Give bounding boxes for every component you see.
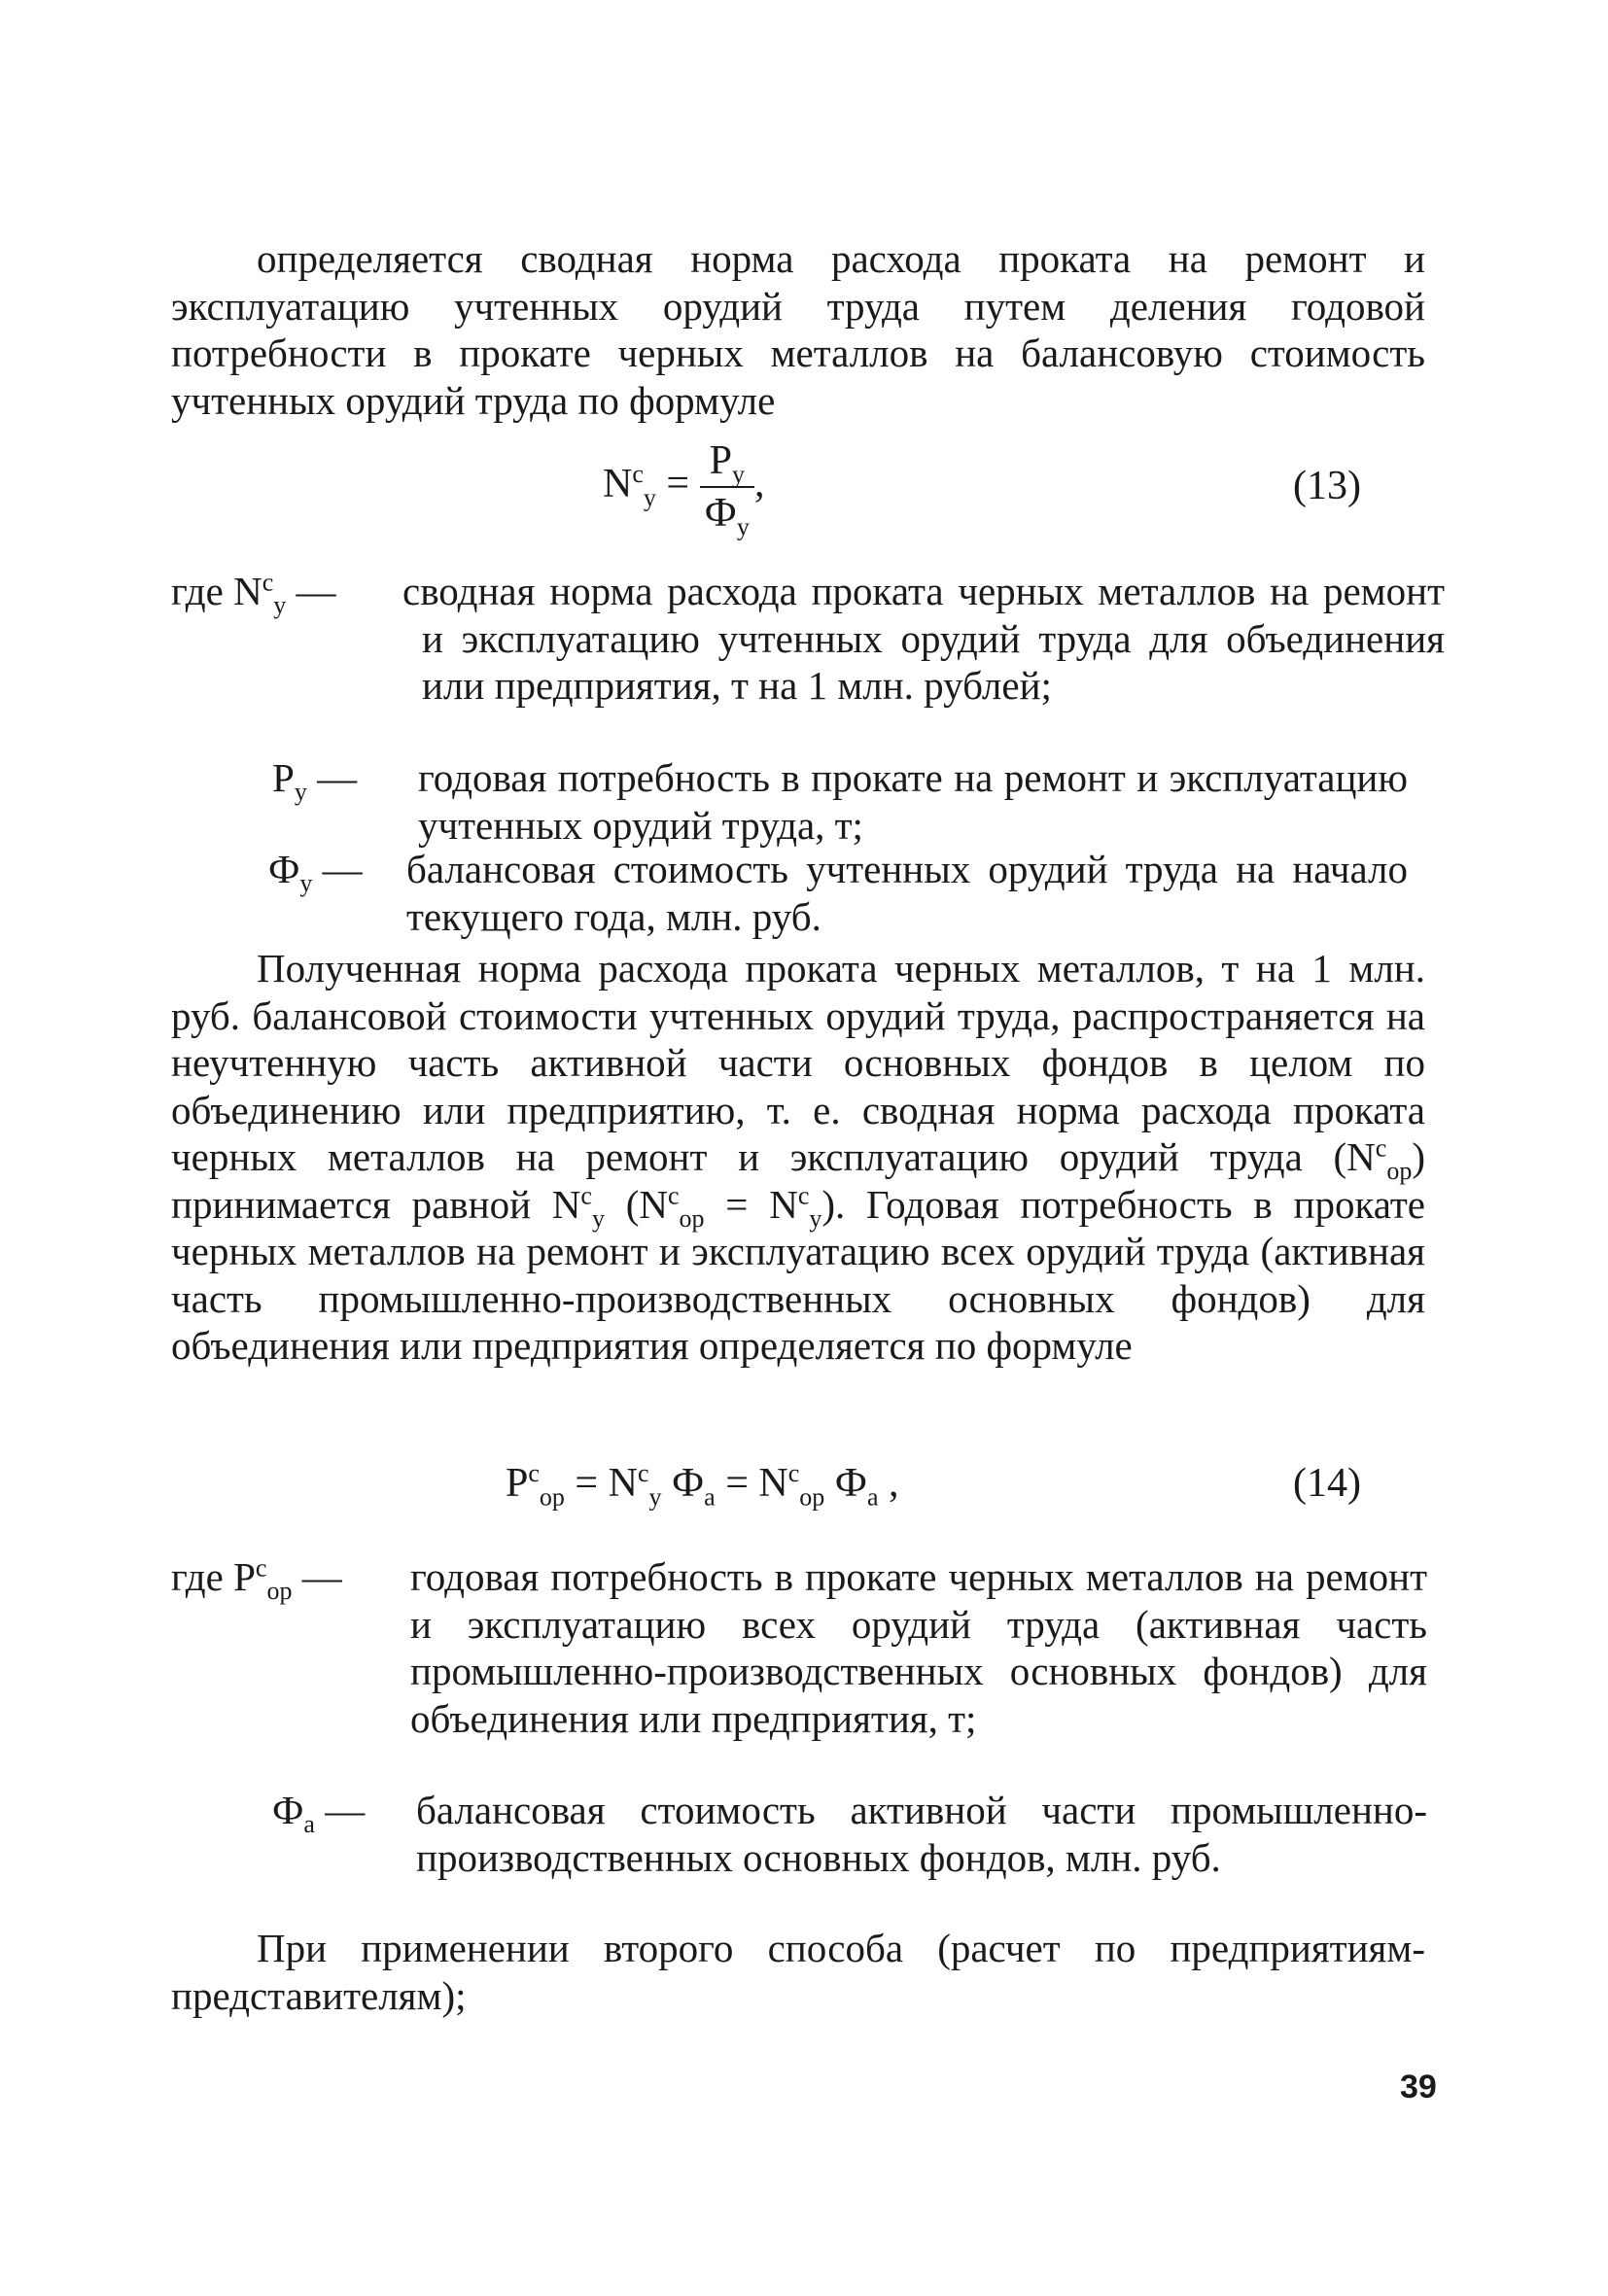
formula-13-numerator: $P_у$ [700,437,754,488]
intro-paragraph-block [171,235,1425,424]
intro-paragraph: определяется сводная норма расхода проката на ремонт и эксплуатацию учтенных орудий труда путем деления годовой потребности в прокате черных металлов на балансовую стоимость учтенных орудий труда по формуле [171,236,1425,423]
def13-text-1: сводная норма расхода проката черных металлов на ремонт и эксплуатацию учтенных орудий труда для объединения или предприятия, т на 1 млн. рублей; [402,569,1445,708]
def13-symbol-2: $P_у$ — [272,755,358,807]
page-number: 39 [1400,2069,1437,2105]
last-paragraph-block [171,1925,1425,2019]
equation-number-14: (14) [1293,1461,1361,1506]
def14-text-2: балансовая стоимость активной части промышленно-производственных основных фондов, млн. руб. [416,1788,1427,1880]
formula-14: $P^c_{ор} = N^c_у$ $Ф_а = N^c_{ор}$ $Ф_а$ , [506,1459,899,1512]
def14-symbol-2: $Ф_а$ — [272,1788,366,1839]
main-paragraph-block [171,945,1425,1370]
main-paragraph: Полученная норма расхода проката черных металлов, т на 1 млн. руб. балансовой стоимости учтенных орудий труда, распространяется на неучтенную часть активной части основных фондов в целом по объединению или предприятию, т. е. сводная норма расхода проката черных металлов на ремонт и эксплуатацию орудий труда $(N^c_{ор})$ принимается равной $N^c_у$ $(N^c_{ор} = N^c_у)$. Годовая потребность в прокате черных металлов на ремонт и эксплуатацию всех орудий труда (активная часть промышленно-производственных основных фондов) для объединения или предприятия определяется по формуле [171,946,1426,1368]
formula-13-lhs: $N^c_у$ [603,459,656,512]
def13-text-3: балансовая стоимость учтенных орудий труда на начало текущего года, млн. руб. [406,847,1408,939]
formula-13-eq: = [666,461,690,506]
def13-symbol-3: $Ф_у$ — [268,847,363,898]
formula-13: $N^c_у$ = $\frac{P_у}{Ф_у}$ , [603,438,765,541]
def14-text-1: годовая потребность в прокате черных металлов на ремонт и эксплуатацию всех орудий труда (активная часть промышленно-производственных основных фондов) для объединения или предприятия, т; [410,1554,1427,1741]
formula-13-fraction [700,437,754,541]
equation-number-13: (13) [1293,464,1361,508]
def13-symbol-1: где $N^c_у$ — [171,568,336,620]
def14-symbol-1: где $P^c_{ор}$ — [171,1553,342,1606]
def13-text-2: годовая потребность в прокате на ремонт и эксплуатацию учтенных орудий труда, т; [418,755,1408,848]
formula-13-denominator: $Ф_у$ [704,491,750,541]
last-paragraph: При применении второго способа (расчет по предприятиям-представителям); [171,1926,1425,2018]
